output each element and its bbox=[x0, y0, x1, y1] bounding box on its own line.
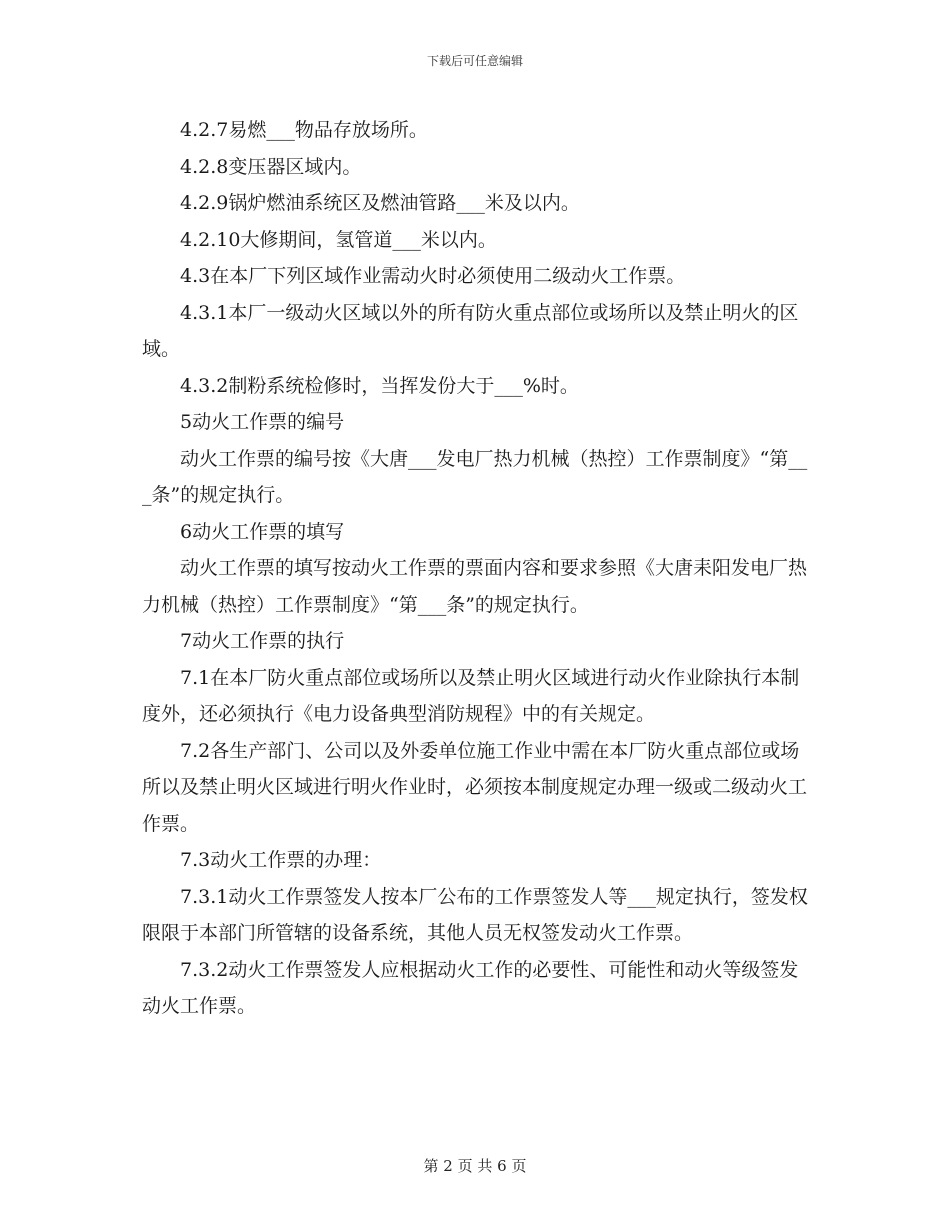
paragraph: 7.3动火工作票的办理： bbox=[180, 849, 382, 871]
paragraph: 7.3.2动火工作票签发人应根据动火工作的必要性、可能性和动火等级签发动火工作票。 bbox=[142, 958, 799, 1017]
page-number: 第 2 页 共 6 页 bbox=[423, 1157, 527, 1175]
section-heading: 6动火工作票的填写 bbox=[180, 520, 345, 543]
section-heading: 5动火工作票的编号 bbox=[180, 411, 345, 433]
page-header: 下载后可任意编辑 bbox=[426, 54, 523, 68]
paragraph: 4.3.1本厂一级动火区域以外的所有防火重点部位或场所以及禁止明火的区域。 bbox=[142, 301, 799, 360]
document-body bbox=[142, 112, 812, 1025]
paragraph: 动火工作票的编号按《大唐___发电厂热力机械（热控）工作票制度》“第___条”的规定执行。 bbox=[142, 447, 808, 506]
paragraph: 4.2.7易燃___物品存放场所。 bbox=[180, 119, 428, 141]
paragraph: 7.3.1动火工作票签发人按本厂公布的工作票签发人等___规定执行，签发权限限于本部门所管辖的设备系统，其他人员无权签发动火工作票。 bbox=[142, 885, 808, 944]
paragraph: 7.2各生产部门、公司以及外委单位施工作业中需在本厂防火重点部位或场所以及禁止明火区域进行明火作业时，必须按本制度规定办理一级或二级动火工作票。 bbox=[142, 739, 808, 835]
paragraph: 4.2.9锅炉燃油系统区及燃油管路___米及以内。 bbox=[180, 192, 580, 214]
paragraph: 4.3在本厂下列区域作业需动火时必须使用二级动火工作票。 bbox=[180, 265, 686, 287]
paragraph: 4.3.2制粉系统检修时，当挥发份大于___%时。 bbox=[180, 374, 579, 397]
paragraph: 动火工作票的填写按动火工作票的票面内容和要求参照《大唐耒阳发电厂热力机械（热控）工作票制度》“第___条”的规定执行。 bbox=[142, 557, 808, 616]
section-heading: 7动火工作票的执行 bbox=[180, 630, 345, 652]
paragraph: 7.1在本厂防火重点部位或场所以及禁止明火区域进行动火作业除执行本制度外，还必须执行《电力设备典型消防规程》中的有关规定。 bbox=[142, 666, 800, 725]
paragraph: 4.2.8变压器区域内。 bbox=[180, 155, 362, 178]
paragraph: 4.2.10大修期间，氢管道___米以内。 bbox=[180, 228, 497, 251]
